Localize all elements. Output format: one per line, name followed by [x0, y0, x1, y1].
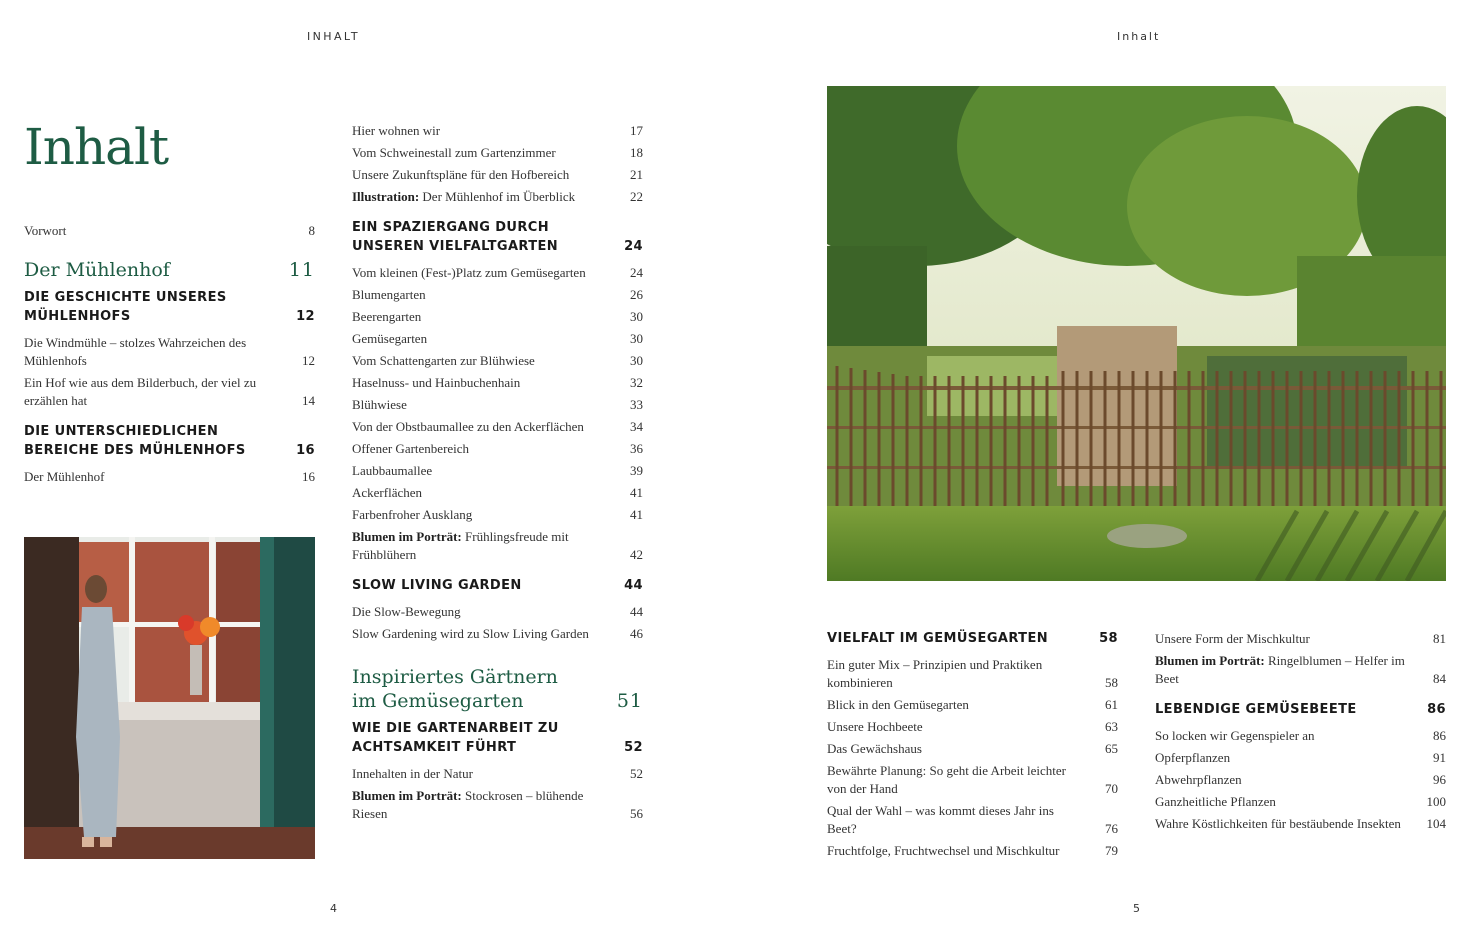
toc-entry	[352, 352, 643, 370]
toc-entry	[24, 468, 315, 486]
toc-entry	[352, 122, 643, 140]
running-head-right: Inhalt	[1117, 30, 1161, 43]
toc-title: Innehalten in der Natur	[352, 766, 473, 781]
toc-entry	[352, 528, 643, 564]
toc-entry	[352, 188, 643, 206]
toc-entry	[827, 656, 1118, 692]
toc-entry	[827, 696, 1118, 714]
toc-title: Vom Schattengarten zur Blühwiese	[352, 353, 535, 368]
toc-page-number: 52	[624, 740, 643, 755]
toc-page-number: 33	[630, 397, 643, 412]
toc-entry	[352, 418, 643, 436]
toc-page-number: 44	[630, 604, 643, 619]
toc-title	[352, 528, 643, 564]
toc-title: Wahre Köstlichkeiten für bestäubende Insekten	[1155, 816, 1401, 831]
toc-entry	[352, 625, 643, 643]
toc-entry	[352, 308, 643, 326]
toc-page-number: 41	[630, 507, 643, 522]
toc-page-number: 70	[1105, 781, 1118, 796]
toc-column-left-1	[24, 222, 315, 486]
toc-entry	[24, 334, 315, 370]
toc-title: Vom Schweinestall zum Gartenzimmer	[352, 145, 556, 160]
toc-title: Unsere Hochbeete	[827, 719, 923, 734]
toc-title: Bewährte Planung: So geht die Arbeit leichter von der Hand	[827, 763, 1066, 796]
toc-page-number: 30	[630, 353, 643, 368]
toc-entry	[1155, 652, 1446, 688]
toc-section	[352, 719, 643, 757]
toc-section	[352, 576, 643, 595]
toc-entry	[352, 166, 643, 184]
toc-page-number: 100	[1426, 794, 1446, 809]
toc-page-number: 8	[308, 223, 315, 238]
toc-page-number: 24	[624, 239, 643, 254]
toc-entry	[1155, 815, 1446, 833]
toc-title: SLOW LIVING GARDEN	[352, 578, 522, 593]
toc-title: Offener Gartenbereich	[352, 441, 470, 456]
toc-title	[1155, 652, 1446, 688]
toc-entry	[352, 374, 643, 392]
toc-title	[352, 188, 643, 206]
toc-page-number: 52	[630, 766, 643, 781]
toc-page-number: 46	[630, 626, 643, 641]
toc-entry	[352, 286, 643, 304]
toc-title: EIN SPAZIERGANG DURCH UNSEREN VIELFALTGARTEN	[352, 220, 559, 254]
toc-title: Haselnuss- und Hainbuchenhain	[352, 375, 521, 390]
toc-title: Laubbaumallee	[352, 463, 433, 478]
toc-title: Die Windmühle – stolzes Wahrzeichen des Mühlenhofs	[24, 335, 247, 368]
toc-page-number: 22	[630, 189, 643, 204]
toc-title: Unsere Form der Mischkultur	[1155, 631, 1310, 646]
toc-page-number: 11	[288, 259, 315, 281]
toc-title: Gemüsegarten	[352, 331, 428, 346]
toc-title: Die Slow-Bewegung	[352, 604, 461, 619]
toc-page-number: 44	[624, 578, 643, 593]
toc-entry	[827, 718, 1118, 736]
toc-entry	[1155, 771, 1446, 789]
toc-entry	[827, 802, 1118, 838]
toc-title: Ein guter Mix – Prinzipien und Praktiken kombinieren	[827, 657, 1043, 690]
toc-title: Ackerflächen	[352, 485, 423, 500]
toc-page-number: 39	[630, 463, 643, 478]
toc-page-number: 86	[1427, 702, 1446, 717]
toc-title: VIELFALT IM GEMÜSEGARTEN	[827, 631, 1049, 646]
toc-page-number: 58	[1105, 675, 1118, 690]
toc-part	[352, 665, 643, 713]
toc-page-number: 91	[1433, 750, 1446, 765]
toc-title: Opferpflanzen	[1155, 750, 1231, 765]
toc-entry	[352, 506, 643, 524]
toc-entry	[352, 765, 643, 783]
page-number-right: 5	[1133, 902, 1140, 915]
toc-title: Blühwiese	[352, 397, 407, 412]
toc-entry	[827, 762, 1118, 798]
toc-title: Blumengarten	[352, 287, 426, 302]
toc-title: Das Gewächshaus	[827, 741, 922, 756]
toc-title: Blick in den Gemüsegarten	[827, 697, 969, 712]
toc-entry	[827, 842, 1118, 860]
toc-title: Farbenfroher Ausklang	[352, 507, 473, 522]
toc-prefix: Blumen im Porträt:	[1155, 653, 1265, 668]
toc-entry	[352, 787, 643, 823]
toc-title-text: Ringelblumen – Helfer im Beet	[1155, 653, 1405, 686]
toc-title: Der Mühlenhof	[24, 469, 105, 484]
toc-entry	[352, 603, 643, 621]
toc-title: So locken wir Gegenspieler an	[1155, 728, 1315, 743]
toc-title: Qual der Wahl – was kommt dieses Jahr ins Beet?	[827, 803, 1054, 836]
toc-prefix: Blumen im Porträt:	[352, 529, 462, 544]
toc-page-number: 81	[1433, 631, 1446, 646]
toc-page-number: 58	[1099, 631, 1118, 646]
toc-entry	[1155, 727, 1446, 745]
toc-title: Unsere Zukunftspläne für den Hofbereich	[352, 167, 570, 182]
toc-page-number: 24	[630, 265, 643, 280]
toc-title: Ein Hof wie aus dem Bilderbuch, der viel zu erzählen hat	[24, 375, 257, 408]
toc-page-number: 30	[630, 309, 643, 324]
toc-page-number: 84	[1433, 671, 1446, 686]
toc-page-number: 65	[1105, 741, 1118, 756]
toc-entry	[352, 462, 643, 480]
toc-entry	[352, 440, 643, 458]
toc-section	[352, 218, 643, 256]
toc-page-number: 30	[630, 331, 643, 346]
toc-page-number: 86	[1433, 728, 1446, 743]
toc-entry	[1155, 630, 1446, 648]
toc-page-number: 16	[296, 443, 315, 458]
toc-title: DIE GESCHICHTE UNSERES MÜHLENHOFS	[24, 290, 227, 324]
toc-entry	[1155, 793, 1446, 811]
toc-column-right-1	[827, 629, 1118, 860]
toc-title: WIE DIE GARTENARBEIT ZU ACHTSAMKEIT FÜHRT	[352, 721, 559, 755]
toc-title: Hier wohnen wir	[352, 123, 441, 138]
toc-page-number: 56	[630, 806, 643, 821]
toc-page-number: 21	[630, 167, 643, 182]
toc-title: Der Mühlenhof	[24, 259, 170, 281]
woman-window-photo	[24, 537, 315, 859]
toc-page-number: 34	[630, 419, 643, 434]
toc-entry	[24, 222, 315, 240]
toc-title: Fruchtfolge, Fruchtwechsel und Mischkultur	[827, 843, 1060, 858]
toc-page-number: 12	[302, 353, 315, 368]
toc-page-number: 26	[630, 287, 643, 302]
toc-entry	[827, 740, 1118, 758]
toc-entry	[352, 264, 643, 282]
toc-prefix: Illustration:	[352, 189, 420, 204]
toc-page-number: 42	[630, 547, 643, 562]
toc-entry	[352, 330, 643, 348]
toc-prefix: Blumen im Porträt:	[352, 788, 462, 803]
toc-page-number: 104	[1426, 816, 1446, 831]
page-title: Inhalt	[24, 118, 169, 176]
toc-page-number: 14	[302, 393, 315, 408]
toc-title	[352, 787, 643, 823]
toc-section	[1155, 700, 1446, 719]
toc-section	[24, 422, 315, 460]
toc-page-number: 41	[630, 485, 643, 500]
toc-page-number: 18	[630, 145, 643, 160]
toc-entry	[24, 374, 315, 410]
toc-section	[827, 629, 1118, 648]
toc-title-text: Frühlingsfreude mit Frühblühern	[352, 529, 569, 562]
toc-title: Vorwort	[24, 223, 67, 238]
page-number-left: 4	[330, 902, 337, 915]
toc-title: Vom kleinen (Fest-)Platz zum Gemüsegarten	[352, 265, 586, 280]
toc-title: Abwehrpflanzen	[1155, 772, 1242, 787]
toc-page-number: 61	[1105, 697, 1118, 712]
toc-title-text: Der Mühlenhof im Überblick	[422, 189, 576, 204]
toc-page-number: 79	[1105, 843, 1118, 858]
running-head-left: INHALT	[307, 30, 361, 43]
toc-title: Slow Gardening wird zu Slow Living Garden	[352, 626, 589, 641]
toc-title: DIE UNTERSCHIEDLICHEN BEREICHE DES MÜHLENHOFS	[24, 424, 246, 458]
toc-title-text: Stockrosen – blühende Riesen	[352, 788, 584, 821]
toc-page-number: 51	[616, 690, 643, 712]
toc-title: Ganzheitliche Pflanzen	[1155, 794, 1276, 809]
toc-page-number: 36	[630, 441, 643, 456]
toc-title: Von der Obstbaumallee zu den Ackerflächen	[352, 419, 584, 434]
toc-title: LEBENDIGE GEMÜSEBEETE	[1155, 702, 1357, 717]
toc-entry	[1155, 749, 1446, 767]
toc-column-right-2	[1155, 630, 1446, 833]
toc-entry	[352, 144, 643, 162]
toc-title: Beerengarten	[352, 309, 422, 324]
toc-entry	[352, 484, 643, 502]
garden-photo	[827, 86, 1446, 581]
toc-column-left-2	[352, 122, 643, 823]
toc-page-number: 63	[1105, 719, 1118, 734]
toc-page-number: 76	[1105, 821, 1118, 836]
toc-page-number: 17	[630, 123, 643, 138]
toc-page-number: 32	[630, 375, 643, 390]
toc-page-number: 96	[1433, 772, 1446, 787]
toc-entry	[352, 396, 643, 414]
toc-section	[24, 288, 315, 326]
toc-page-number: 16	[302, 469, 315, 484]
toc-page-number: 12	[296, 309, 315, 324]
toc-part	[24, 258, 315, 282]
toc-title: Inspiriertes Gärtnern im Gemüsegarten	[352, 666, 558, 712]
